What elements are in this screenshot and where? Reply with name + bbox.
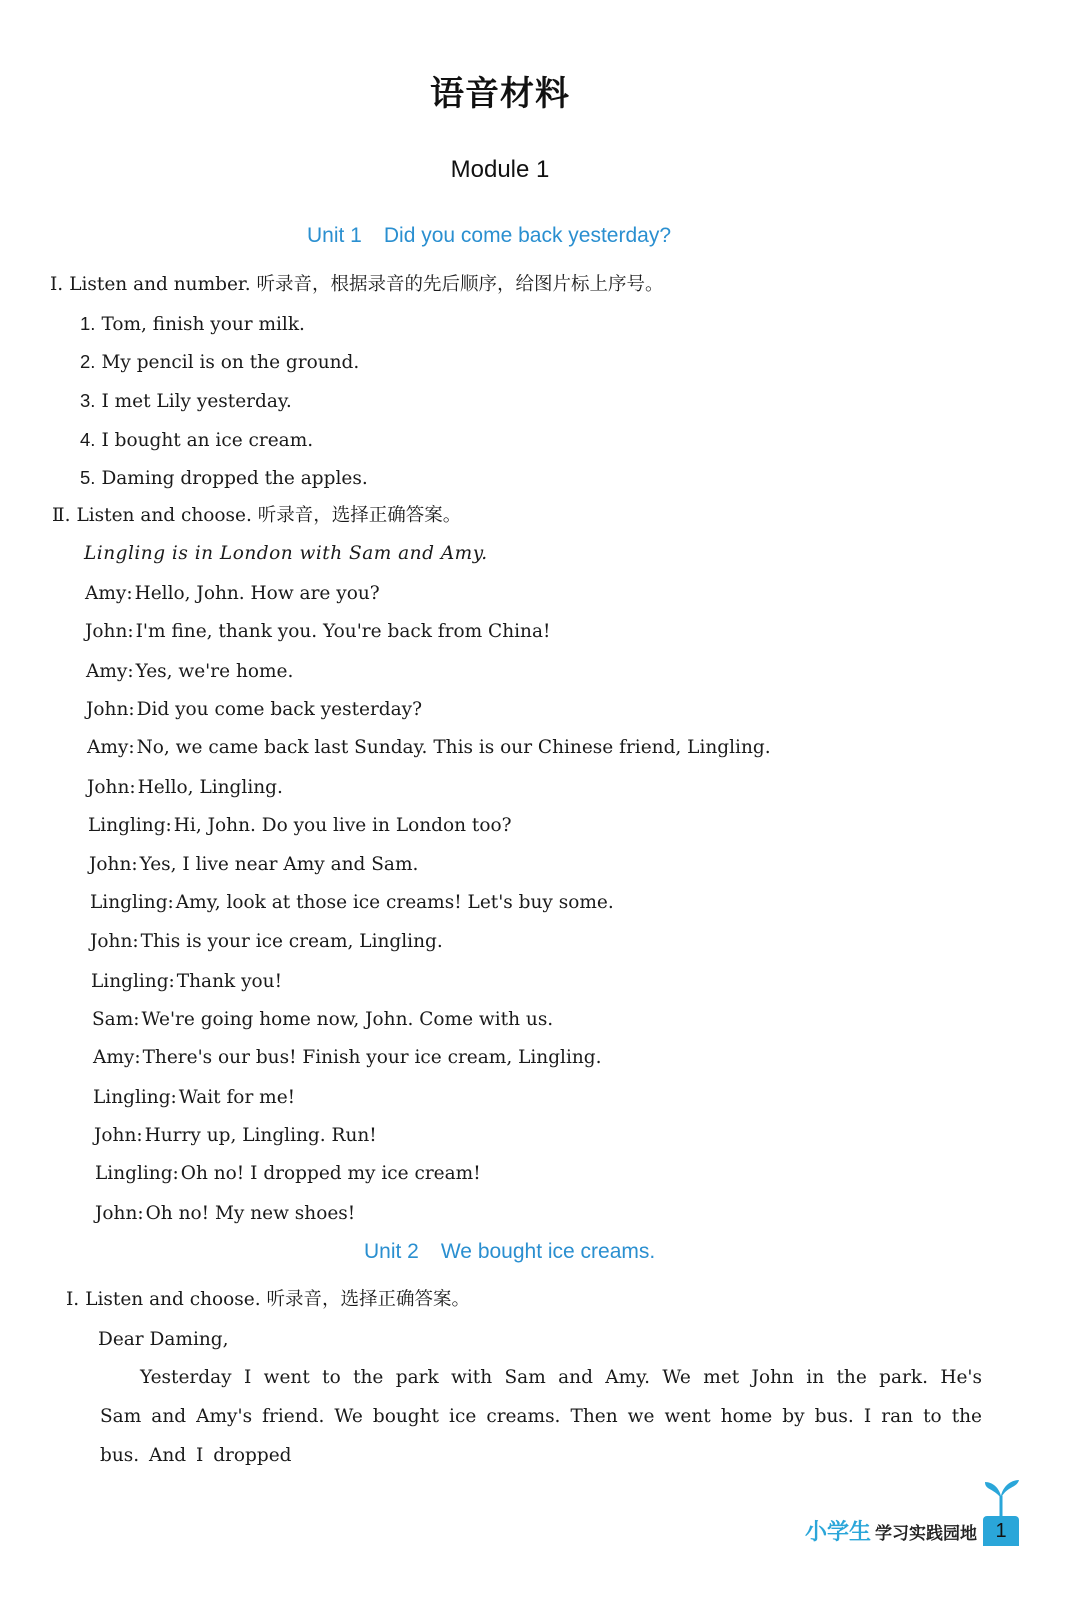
utterance: Hello, Lingling. bbox=[137, 777, 283, 798]
footer-brand: 小学生 bbox=[804, 1520, 871, 1545]
utterance: Yes, I live near Amy and Sam. bbox=[139, 854, 419, 875]
item-text: Daming dropped the apples. bbox=[101, 468, 368, 489]
utterance: I'm fine, thank you. You're back from China! bbox=[135, 621, 551, 642]
unit2-number: Unit 2 bbox=[364, 1240, 419, 1263]
dialogue-line bbox=[94, 1124, 377, 1148]
list-item bbox=[80, 350, 359, 375]
speaker: John: bbox=[87, 777, 136, 798]
utterance: Thank you! bbox=[176, 971, 283, 992]
utterance: Hello, John. How are you? bbox=[134, 583, 380, 604]
item-text: My pencil is on the ground. bbox=[101, 352, 360, 373]
module-title: Module 1 bbox=[450, 156, 550, 183]
utterance: There's our bus! Finish your ice cream, Lingling. bbox=[142, 1047, 602, 1068]
dialogue-line bbox=[87, 736, 771, 760]
dialogue-line bbox=[85, 620, 550, 644]
dialogue-line bbox=[88, 814, 512, 838]
page-number: 1 bbox=[995, 1520, 1007, 1542]
speaker: Lingling: bbox=[88, 815, 172, 836]
unit2-title bbox=[364, 1240, 655, 1264]
item-text: I met Lily yesterday. bbox=[101, 391, 292, 412]
speaker: Lingling: bbox=[91, 971, 175, 992]
utterance: Amy, look at those ice creams! Let's buy some. bbox=[175, 892, 614, 913]
item-number: 5. bbox=[80, 467, 96, 488]
speaker: Amy: bbox=[87, 737, 135, 758]
unit2-title-text: We bought ice creams. bbox=[440, 1240, 656, 1263]
utterance: Hurry up, Lingling. Run! bbox=[144, 1125, 377, 1146]
unit1-title-text: Did you come back yesterday? bbox=[383, 224, 671, 247]
speaker: John: bbox=[86, 699, 135, 720]
speaker: John: bbox=[94, 1125, 143, 1146]
list-item bbox=[80, 466, 368, 491]
dialogue-intro: Lingling is in London with Sam and Amy. bbox=[84, 543, 488, 564]
speaker: Amy: bbox=[86, 661, 134, 682]
utterance: No, we came back last Sunday. This is our Chinese friend, Lingling. bbox=[136, 737, 771, 758]
speaker: John: bbox=[95, 1203, 144, 1224]
item-text: I bought an ice cream. bbox=[101, 430, 314, 451]
dialogue-line bbox=[95, 1202, 355, 1226]
dialogue-line bbox=[85, 582, 380, 606]
speaker: Sam: bbox=[92, 1009, 140, 1030]
section1-heading bbox=[50, 273, 663, 297]
section1-heading-text: Listen and number. 听录音，根据录音的先后顺序，给图片标上序号。 bbox=[69, 274, 664, 295]
unit2-section1-heading-text: Listen and choose. 听录音，选择正确答案。 bbox=[85, 1289, 471, 1310]
dialogue-line bbox=[95, 1162, 481, 1186]
footer-subtitle: 学习实践园地 bbox=[875, 1524, 977, 1544]
speaker: Amy: bbox=[85, 583, 133, 604]
unit2-section1-roman: Ⅰ. bbox=[66, 1289, 80, 1310]
speaker: John: bbox=[90, 931, 139, 952]
page-title: 语音材料 bbox=[430, 74, 570, 114]
dialogue-line bbox=[93, 1086, 295, 1110]
utterance: Yes, we're home. bbox=[135, 661, 294, 682]
utterance: Wait for me! bbox=[178, 1087, 296, 1108]
dialogue-line bbox=[87, 776, 283, 800]
unit1-number: Unit 1 bbox=[307, 224, 362, 247]
dialogue-line bbox=[86, 660, 293, 684]
dialogue-line bbox=[92, 1008, 553, 1032]
utterance: Hi, John. Do you live in London too? bbox=[173, 815, 512, 836]
letter-salutation: Dear Daming, bbox=[98, 1329, 229, 1350]
sprout-icon bbox=[979, 1478, 1023, 1518]
section2-heading-text: Listen and choose. 听录音，选择正确答案。 bbox=[76, 505, 462, 526]
speaker: Amy: bbox=[93, 1047, 141, 1068]
speaker: John: bbox=[89, 854, 138, 875]
dialogue-line bbox=[90, 891, 614, 915]
section1-roman: Ⅰ. bbox=[50, 274, 64, 295]
speaker: Lingling: bbox=[95, 1163, 179, 1184]
dialogue-line bbox=[91, 970, 282, 994]
utterance: This is your ice cream, Lingling. bbox=[140, 931, 443, 952]
footer-brand-block bbox=[805, 1515, 1019, 1546]
dialogue-line bbox=[89, 853, 418, 877]
utterance: We're going home now, John. Come with us. bbox=[141, 1009, 554, 1030]
speaker: Lingling: bbox=[93, 1087, 177, 1108]
item-number: 3. bbox=[80, 390, 96, 411]
footer-page-badge bbox=[983, 1516, 1019, 1546]
list-item bbox=[80, 389, 292, 414]
utterance: Oh no! My new shoes! bbox=[145, 1203, 356, 1224]
dialogue-line bbox=[86, 698, 422, 722]
item-text: Tom, finish your milk. bbox=[101, 314, 305, 335]
letter-paragraph: Yesterday I went to the park with Sam and Amy. We met John in the park. He's Sam and Amy's friend. We bought ice creams. Then we went home by bus. I ran to the bus. And I dropped bbox=[100, 1367, 982, 1466]
dialogue-line bbox=[93, 1046, 602, 1070]
utterance: Did you come back yesterday? bbox=[136, 699, 423, 720]
section2-heading bbox=[52, 504, 461, 528]
utterance: Oh no! I dropped my ice cream! bbox=[180, 1163, 481, 1184]
item-number: 4. bbox=[80, 429, 96, 450]
unit1-title bbox=[307, 224, 671, 248]
speaker: Lingling: bbox=[90, 892, 174, 913]
list-item bbox=[80, 428, 313, 453]
item-number: 1. bbox=[80, 313, 96, 334]
list-item bbox=[80, 312, 305, 337]
item-number: 2. bbox=[80, 351, 96, 372]
dialogue-line bbox=[90, 930, 443, 954]
speaker: John: bbox=[85, 621, 134, 642]
section2-roman: Ⅱ. bbox=[52, 505, 71, 526]
unit2-section1-heading bbox=[66, 1288, 470, 1312]
